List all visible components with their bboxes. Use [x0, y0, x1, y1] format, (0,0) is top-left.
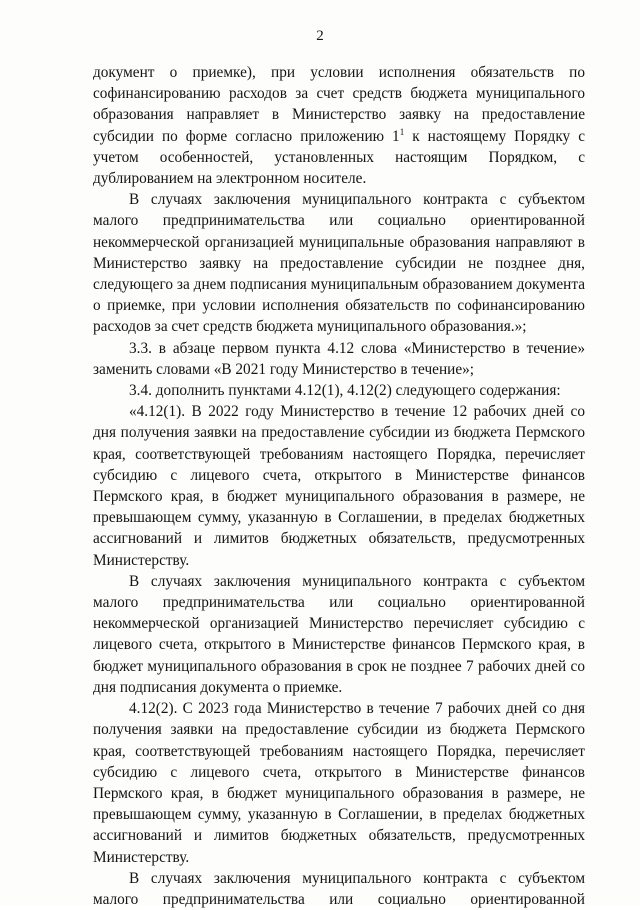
- paragraph-small-business-case: В случаях заключения муниципального контракта с субъектом малого предпринимательства или социально ориентированной некоммерческой организацией муниципальные образования направляют в Министерство заявку на предоставление субсидии не позднее дня, следующего за днем подписания муниципальным образованием документа о приемке, при условии исполнения обязательств по софинансированию расходов за счет средств бюджета муниципального образования.»;: [93, 191, 585, 336]
- document-body: [93, 62, 585, 910]
- paragraph-item-3-4: 3.4. дополнить пунктами 4.12(1), 4.12(2) следующего содержания:: [129, 382, 561, 400]
- paragraph-small-business-transfer: В случаях заключения муниципального контракта с субъектом малого предпринимательства или социально ориентированной некоммерческой организацией Министерство перечисляет субсидию с лицевого счета, открытого в Министерстве финансов Пермского края, в бюджет муниципального образования в срок не позднее 7 рабочих дней со дня подписания документа о приемке.: [93, 572, 585, 696]
- page-number: 2: [316, 28, 324, 44]
- paragraph-item-3-3: 3.3. в абзаце первом пункта 4.12 слова «Министерство в течение» заменить словами «В 2021 году Министерство в течение»;: [93, 339, 585, 378]
- paragraph-text-continued: к настоящему Порядку с учетом особенностей, установленных настоящим Порядком, с дублированием на электронном носителе.: [93, 127, 585, 188]
- superscript-marker: 1: [399, 126, 405, 137]
- paragraph-cut-off: В случаях заключения муниципального контракта с субъектом малого предпринимательства или социально ориентированной: [93, 869, 585, 908]
- paragraph-clause-4-12-2: 4.12(2). С 2023 года Министерство в течение 7 рабочих дней со дня получения заявки на предоставление субсидии из бюджета Пермского края, соответствующей требованиям настоящего Порядка, перечисляет субсидию с лицевого счета, открытого в Министерстве финансов Пермского края, в бюджет муниципального образования в размере, не превышающем сумму, указанную в Соглашении, в пределах бюджетных ассигнований и лимитов бюджетных обязательств, предусмотренных Министерству.: [93, 700, 585, 866]
- paragraph-clause-4-12-1: «4.12(1). В 2022 году Министерство в течение 12 рабочих дней со дня получения заявки на предоставление субсидии из бюджета Пермского края, соответствующей требованиям настоящего Порядка, перечисляет субсидию с лицевого счета, открытого в Министерстве финансов Пермского края, в бюджет муниципального образования в размере, не превышающем сумму, указанную в Соглашении, в пределах бюджетных ассигнований и лимитов бюджетных обязательств, предусмотренных Министерству.: [93, 403, 585, 569]
- paragraph-application-submission: [93, 62, 585, 189]
- paragraph-text: документ о приемке), при условии исполнения обязательств по софинансированию расходов за счет средств бюджета муниципального образования направляет в Министерство заявку на предоставление субсидии по форме согласно приложению 1: [93, 64, 585, 145]
